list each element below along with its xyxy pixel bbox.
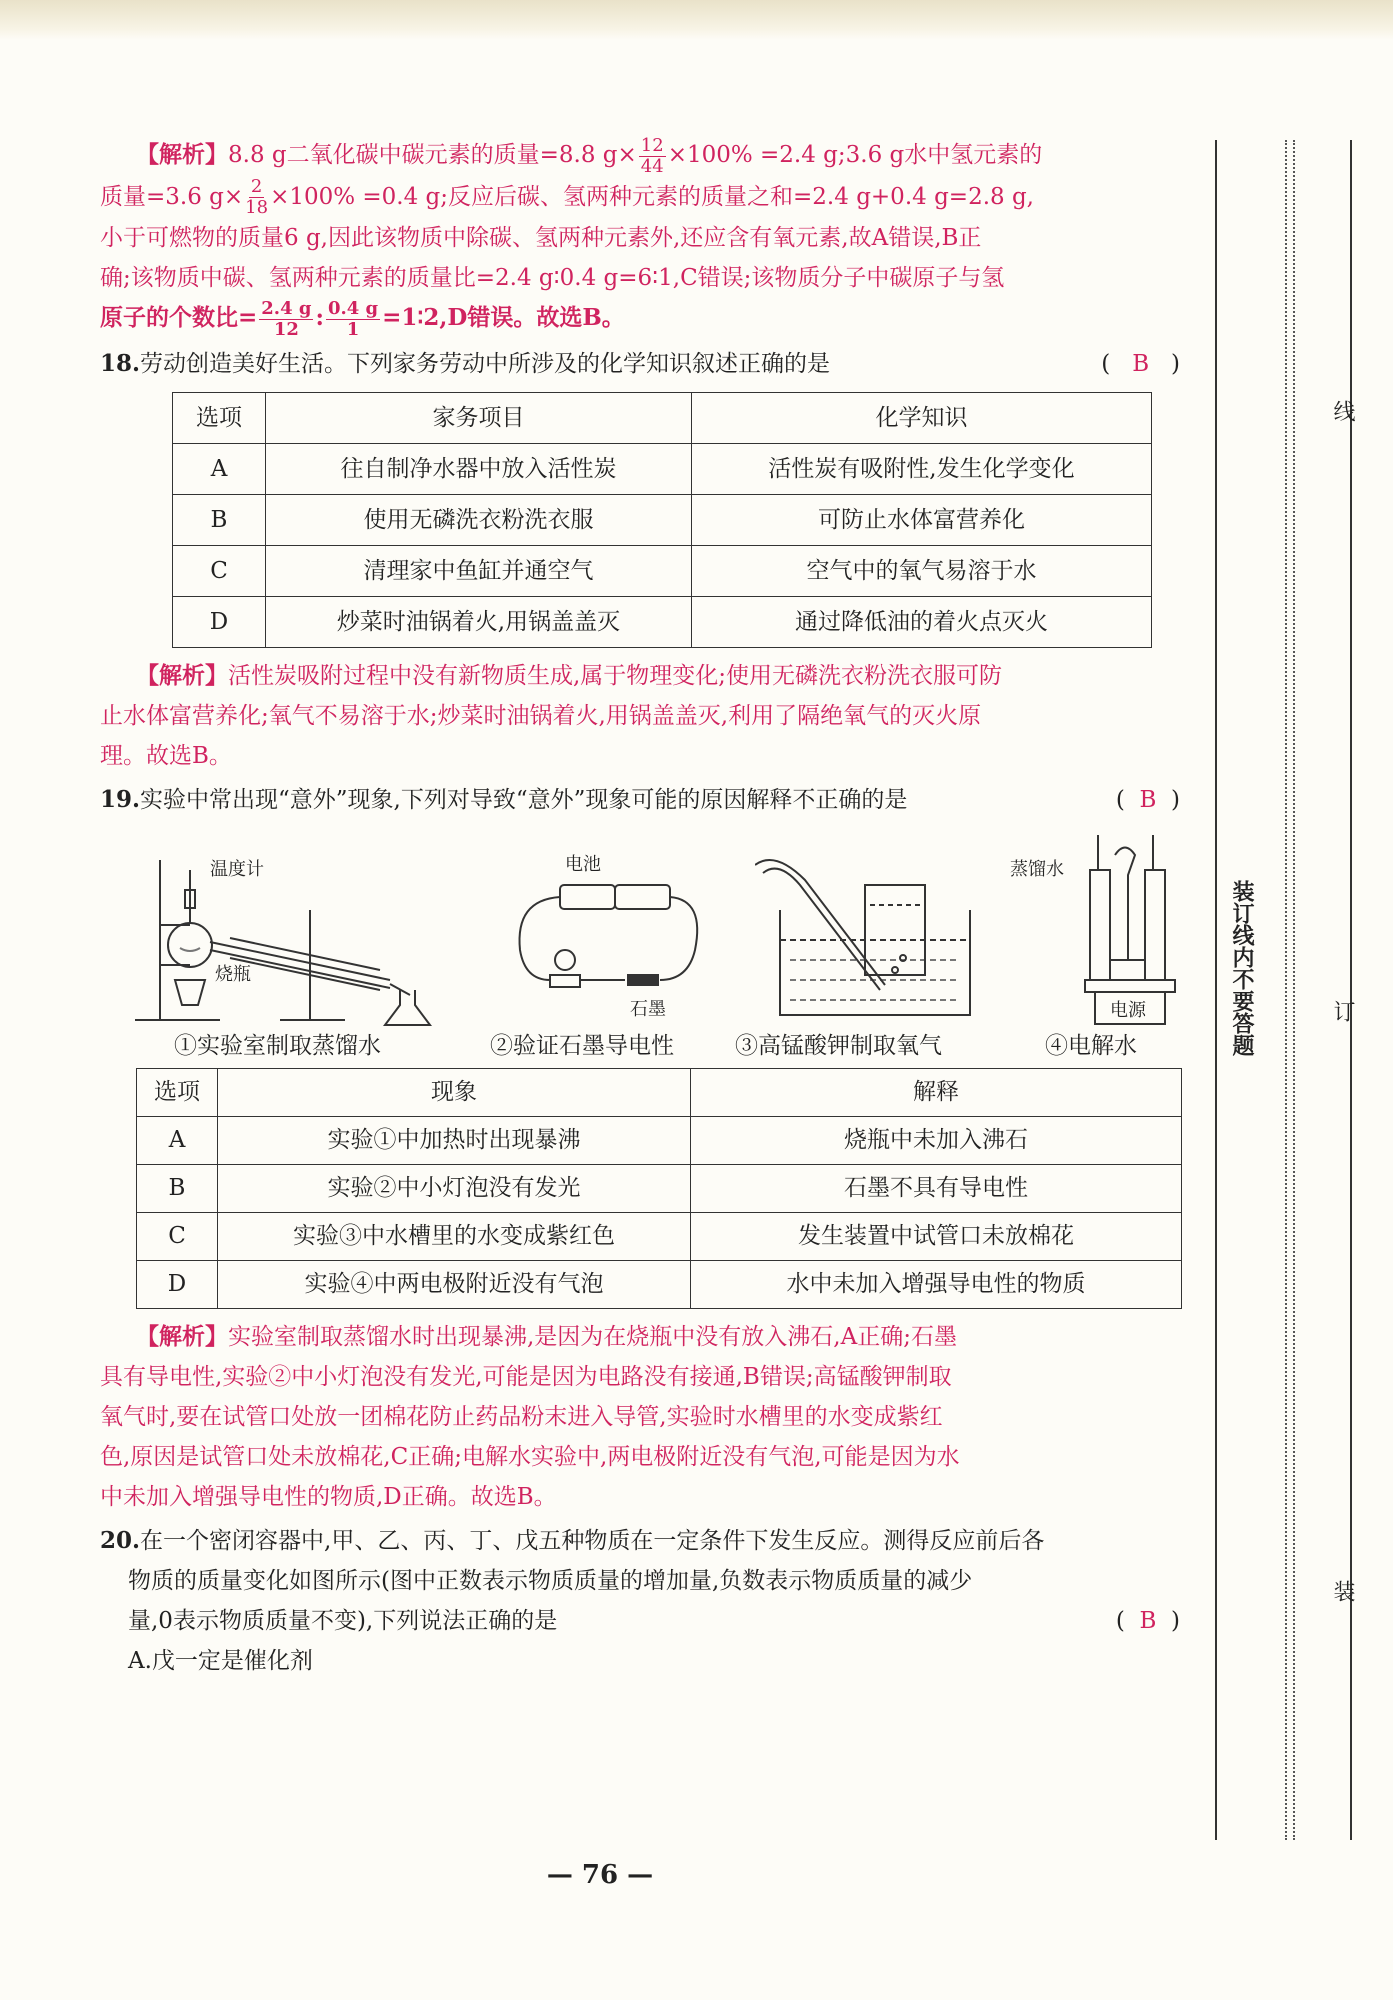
q19-analysis: [100, 1317, 1180, 1357]
table-cell: 水中未加入增强导电性的物质: [691, 1260, 1182, 1308]
fraction: [639, 136, 666, 177]
dotted-cut-line: [1293, 140, 1295, 1840]
table-header: 解释: [691, 1068, 1182, 1116]
analysis-text: 实验室制取蒸馏水时出现暴沸,是因为在烧瓶中没有放入沸石,A正确;石墨: [228, 1323, 957, 1350]
table-cell: 通过降低油的着火点灭火: [691, 596, 1151, 647]
thermometer-label: 温度计: [210, 858, 264, 880]
answer-bracket: ( B ): [1101, 350, 1180, 377]
q19-figures: [130, 830, 1180, 1060]
table-row: [173, 494, 1152, 545]
figure-caption: ④电解水: [1045, 1032, 1137, 1059]
table-row: [137, 1164, 1182, 1212]
question-text: 量,0表示物质质量不变),下列说法正确的是: [128, 1607, 558, 1634]
analysis-text: 质量=3.6 g×: [100, 183, 244, 210]
analysis-text: ×100% =0.4 g;反应后碳、氢两种元素的质量之和=2.4 g+0.4 g=2.8 g,: [270, 183, 1034, 210]
page-top-edge: [0, 0, 1393, 40]
question-text: 在一个密闭容器中,甲、乙、丙、丁、戊五种物质在一定条件下发生反应。测得反应前后各: [140, 1527, 1045, 1554]
question-20: [100, 1521, 1180, 1561]
table-cell: A: [137, 1116, 218, 1164]
analysis-text: ×100% =2.4 g;3.6 g水中氢元素的: [667, 142, 1043, 168]
page-content: [100, 135, 1180, 1681]
graphite-label: 石墨: [630, 998, 666, 1020]
q19-analysis-line: 具有导电性,实验②中小灯泡没有发光,可能是因为电路没有接通,B错误;高锰酸钾制取: [100, 1363, 952, 1390]
figure-caption: ①实验室制取蒸馏水: [174, 1032, 381, 1059]
analysis-text: 活性炭吸附过程中没有新物质生成,属于物理变化;使用无磷洗衣粉洗衣服可防: [228, 662, 1003, 689]
question-18: [100, 344, 1180, 384]
fraction: [245, 177, 268, 218]
table-cell: 石墨不具有导电性: [691, 1164, 1182, 1212]
table-cell: 清理家中鱼缸并通空气: [266, 545, 692, 596]
table-cell: 发生装置中试管口未放棉花: [691, 1212, 1182, 1260]
question-number: 18.: [100, 349, 141, 377]
table-cell: 空气中的氧气易溶于水: [691, 545, 1151, 596]
table-cell: 使用无磷洗衣粉洗衣服: [266, 494, 692, 545]
analysis-text: 8.8 g二氧化碳中碳元素的质量=8.8 g×: [228, 142, 637, 168]
table-row: [137, 1260, 1182, 1308]
q17-analysis: [100, 135, 1180, 177]
table-header: 化学知识: [691, 392, 1151, 443]
q19-options-table: [136, 1068, 1182, 1309]
binding-warning: 装订线内不要答题: [1229, 880, 1255, 1056]
figure-caption: ②验证石墨导电性: [490, 1032, 674, 1059]
battery-label: 电池: [565, 853, 601, 875]
answer-bracket: ( B ): [1115, 1607, 1180, 1634]
distillation-apparatus-figure: [130, 830, 450, 1030]
fraction: [259, 299, 313, 340]
option-a: A.戊一定是催化剂: [128, 1647, 313, 1674]
table-header: 选项: [137, 1068, 218, 1116]
table-cell: 实验④中两电极附近没有气泡: [218, 1260, 691, 1308]
fraction-numerator: 2.4 g: [261, 297, 312, 319]
question-number: 20.: [100, 1526, 141, 1554]
fraction: [326, 299, 380, 340]
table-cell: 炒菜时油锅着火,用锅盖盖灭: [266, 596, 692, 647]
table-cell: 可防止水体富营养化: [691, 494, 1151, 545]
table-cell: 实验③中水槽里的水变成紫红色: [218, 1212, 691, 1260]
fraction-numerator: 2: [250, 176, 263, 197]
answer-bracket: ( B ): [1115, 786, 1180, 813]
binding-border-line: [1215, 140, 1217, 1840]
dotted-cut-line: [1285, 140, 1287, 1840]
table-row: [173, 443, 1152, 494]
question-text-line: 物质的质量变化如图所示(图中正数表示物质质量的增加量,负数表示物质质量的减少: [128, 1567, 973, 1594]
binding-mark-zhuang: 装: [1330, 1580, 1355, 1602]
analysis-label: 【解析】: [136, 141, 228, 168]
table-row: [173, 596, 1152, 647]
q18-analysis-line: 止水体富营养化;氧气不易溶于水;炒菜时油锅着火,用锅盖盖灭,利用了隔绝氧气的灭火原: [100, 702, 982, 729]
analysis-label: 【解析】: [136, 661, 228, 689]
q17-analysis-line: 小于可燃物的质量6 g,因此该物质中除碳、氢两种元素外,还应含有氧元素,故A错误,B正: [100, 225, 982, 251]
table-cell: 实验②中小灯泡没有发光: [218, 1164, 691, 1212]
table-row: [173, 545, 1152, 596]
table-header: 选项: [173, 392, 266, 443]
table-cell: B: [137, 1164, 218, 1212]
question-text: 劳动创造美好生活。下列家务劳动中所涉及的化学知识叙述正确的是: [140, 350, 831, 377]
q17-analysis-line: [100, 298, 1180, 340]
answer-letter: B: [1139, 786, 1157, 813]
analysis-label: 【解析】: [136, 1322, 228, 1350]
question-text: 实验中常出现“意外”现象,下列对导致“意外”现象可能的原因解释不正确的是: [140, 786, 908, 813]
q18-options-table: [172, 392, 1152, 648]
fraction-numerator: 0.4 g: [327, 297, 379, 319]
fraction-denominator: 18: [245, 197, 269, 218]
fraction-denominator: 44: [640, 155, 664, 177]
table-header: 现象: [218, 1068, 691, 1116]
question-text-line: [100, 1601, 1180, 1641]
table-header-row: [173, 392, 1152, 443]
answer-letter: B: [1139, 1607, 1157, 1634]
binding-mark-xian: 线: [1330, 400, 1355, 422]
binding-margin: [1215, 140, 1355, 1840]
table-cell: 往自制净水器中放入活性炭: [266, 443, 692, 494]
q17-analysis-line: [100, 177, 1180, 219]
table-cell: C: [173, 545, 266, 596]
table-cell: B: [173, 494, 266, 545]
q19-analysis-line: 色,原因是试管口处未放棉花,C正确;电解水实验中,两电极附近没有气泡,可能是因为水: [100, 1443, 960, 1470]
table-cell: A: [173, 443, 266, 494]
oxygen-collection-figure: [755, 830, 995, 1030]
table-cell: 实验①中加热时出现暴沸: [218, 1116, 691, 1164]
table-cell: D: [173, 596, 266, 647]
q17-analysis-line: 确;该物质中碳、氢两种元素的质量比=2.4 g∶0.4 g=6∶1,C错误;该物质分子中碳原子与氢: [100, 265, 1005, 291]
figure-caption: ③高锰酸钾制取氧气: [735, 1032, 942, 1059]
table-row: [137, 1212, 1182, 1260]
answer-letter: B: [1132, 350, 1150, 377]
table-cell: D: [137, 1260, 218, 1308]
graphite-conductivity-figure: [510, 830, 740, 1030]
q18-analysis: [100, 656, 1180, 696]
power-label: 电源: [1110, 999, 1146, 1021]
table-cell: 烧瓶中未加入沸石: [691, 1116, 1182, 1164]
question-number: 19.: [100, 785, 141, 813]
analysis-text: =1∶2,D错误。故选B。: [382, 304, 625, 331]
question-19: [100, 780, 1180, 820]
fraction-denominator: 12: [273, 318, 299, 340]
analysis-text: 原子的个数比=: [100, 304, 258, 331]
fraction-numerator: 12: [640, 134, 664, 156]
table-cell: C: [137, 1212, 218, 1260]
table-header-row: [137, 1068, 1182, 1116]
q19-analysis-line: 中未加入增强导电性的物质,D正确。故选B。: [100, 1483, 557, 1510]
q18-analysis-line: 理。故选B。: [100, 742, 232, 769]
q19-analysis-line: 氧气时,要在试管口处放一团棉花防止药品粉末进入导管,实验时水槽里的水变成紫红: [100, 1403, 943, 1430]
table-row: [137, 1116, 1182, 1164]
binding-mark-ding: 订: [1330, 1000, 1355, 1022]
ratio-colon: :: [315, 304, 324, 331]
distilled-water-label: 蒸馏水: [1010, 858, 1064, 880]
page-number: — 76 —: [546, 1860, 654, 1890]
table-cell: 活性炭有吸附性,发生化学变化: [691, 443, 1151, 494]
table-header: 家务项目: [266, 392, 692, 443]
electrolysis-figure: [1010, 830, 1180, 1030]
fraction-denominator: 1: [346, 318, 360, 340]
flask-label: 烧瓶: [215, 963, 251, 985]
